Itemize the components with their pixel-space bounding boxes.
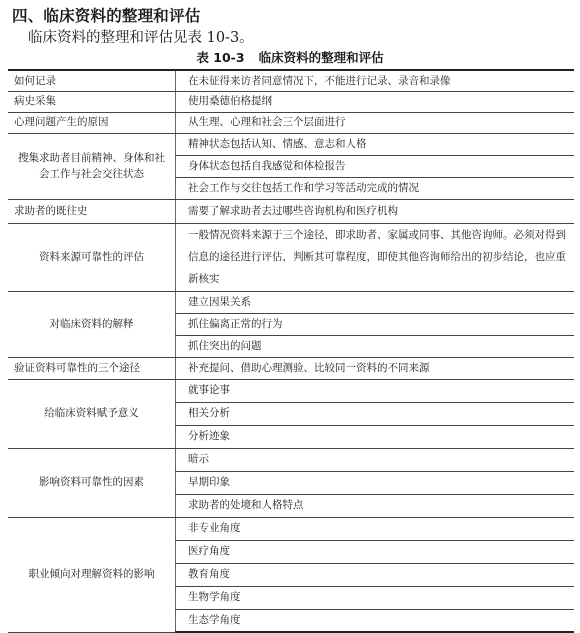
evaluation-table (8, 69, 574, 633)
row-item: 求助者的处境和人格特点 (176, 494, 575, 517)
table-row (8, 291, 574, 313)
table-title: 临床资料的整理和评估 (258, 50, 384, 65)
row-category: 对临床资料的解释 (8, 291, 176, 357)
section-heading: 四、临床资料的整理和评估 (12, 7, 201, 25)
row-item: 社会工作与交往包括工作和学习等活动完成的情况 (176, 177, 575, 199)
row-category: 资料来源可靠性的评估 (8, 223, 176, 291)
row-item: 就事论事 (176, 379, 575, 402)
row-category: 给临床资料赋予意义 (8, 379, 176, 448)
row-item: 建立因果关系 (176, 291, 575, 313)
row-item: 生物学角度 (176, 586, 575, 609)
row-category: 求助者的既往史 (8, 199, 176, 223)
row-item: 使用桑德伯格提纲 (176, 91, 575, 112)
row-item: 早期印象 (176, 471, 575, 494)
intro-text: 临床资料的整理和评估见表 10-3。 (28, 30, 254, 46)
row-item: 分析迹象 (176, 425, 575, 448)
row-item: 补充提问、借助心理测验、比较同一资料的不同来源 (176, 357, 575, 379)
table-row (8, 112, 574, 133)
table-caption (0, 48, 580, 66)
row-category: 职业倾向对理解资料的影响 (8, 517, 176, 632)
row-category: 心理问题产生的原因 (8, 112, 176, 133)
row-item: 在未征得来访者同意情况下，不能进行记录、录音和录像 (176, 70, 575, 91)
row-item: 从生理、心理和社会三个层面进行 (176, 112, 575, 133)
row-category: 影响资料可靠性的因素 (8, 448, 176, 517)
row-item: 精神状态包括认知、情感、意志和人格 (176, 133, 575, 155)
row-item: 抓住偏离正常的行为 (176, 313, 575, 335)
table-row (8, 199, 574, 223)
table-row (8, 91, 574, 112)
table-row (8, 448, 574, 471)
table-row (8, 133, 574, 155)
row-item: 暗示 (176, 448, 575, 471)
table-row (8, 357, 574, 379)
table-row (8, 379, 574, 402)
row-category: 搜集求助者目前精神、身体和社会工作与社会交往状态 (8, 133, 176, 199)
row-item: 身体状态包括自我感觉和体检报告 (176, 155, 575, 177)
row-item: 非专业角度 (176, 517, 575, 540)
row-category: 验证资料可靠性的三个途径 (8, 357, 176, 379)
row-item: 相关分析 (176, 402, 575, 425)
table-row (8, 223, 574, 291)
row-item: 医疗角度 (176, 540, 575, 563)
row-category: 病史采集 (8, 91, 176, 112)
row-item: 教育角度 (176, 563, 575, 586)
row-item: 生态学角度 (176, 609, 575, 632)
row-category: 如何记录 (8, 70, 176, 91)
row-item: 抓住突出的问题 (176, 335, 575, 357)
row-item: 需要了解求助者去过哪些咨询机构和医疗机构 (176, 199, 575, 223)
table-row (8, 70, 574, 91)
table-row (8, 517, 574, 540)
row-item: 一般情况资料来源于三个途径，即求助者、家属或同事、其他咨询师。必须对得到信息的途径进行评估，判断其可靠程度，即使其他咨询师给出的初步结论，也应重新核实 (176, 223, 575, 291)
table-number: 表 10-3 (196, 50, 245, 65)
